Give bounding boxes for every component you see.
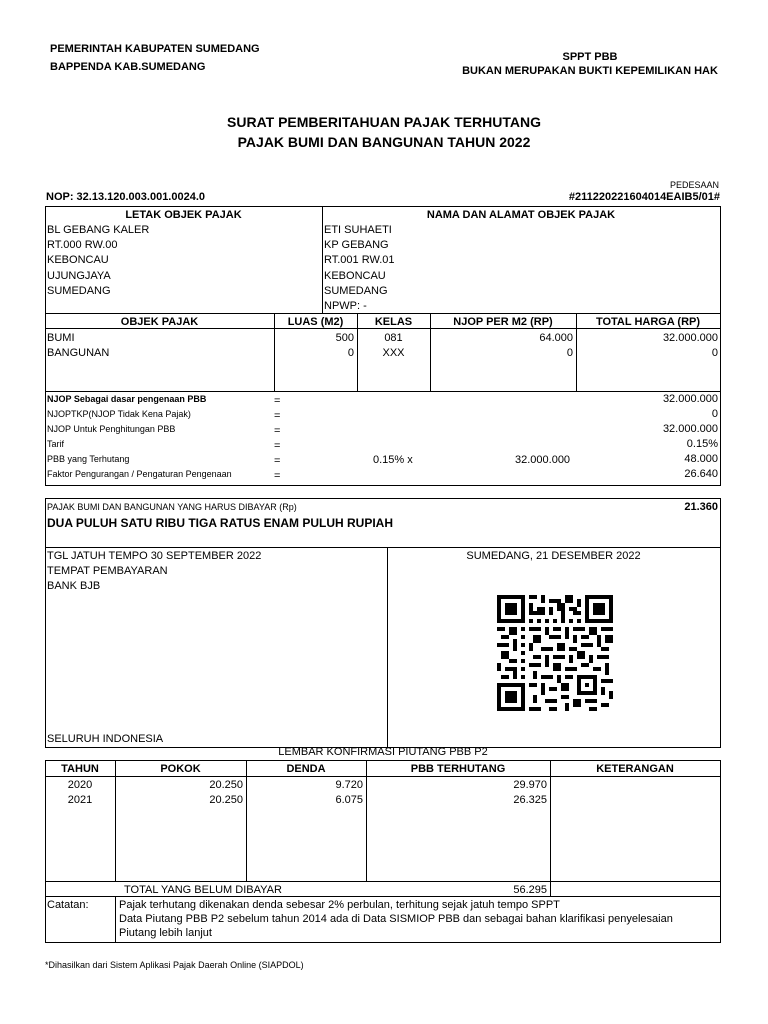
calc-value: 32.000.000: [662, 423, 718, 435]
document-code: #211220221604014EAIB5/01#: [568, 191, 720, 203]
qr-code: [497, 595, 613, 711]
piutang-row-tahun: 2020: [67, 779, 93, 791]
due-date: TGL JATUH TEMPO 30 SEPTEMBER 2022: [47, 550, 262, 562]
letak-line: KEBONCAU: [47, 254, 109, 266]
table-row-bumi-kelas: 081: [384, 332, 403, 344]
footnote: *Dihasilkan dari Sistem Aplikasi Pajak Daerah Online (SIAPDOL): [45, 960, 304, 970]
nop-number: NOP: 32.13.120.003.001.0024.0: [46, 191, 206, 203]
nama-line: SUMEDANG: [324, 285, 388, 297]
col-tahun: TAHUN: [61, 763, 99, 775]
table-row-bumi-label: BUMI: [47, 332, 75, 344]
col-pbb-terhutang: PBB TERHUTANG: [410, 763, 506, 775]
payment-place-label: TEMPAT PEMBAYARAN: [47, 565, 168, 577]
col-denda: DENDA: [286, 763, 326, 775]
col-njop-m2: NJOP PER M2 (RP): [453, 316, 553, 328]
piutang-row-denda: 6.075: [335, 794, 363, 806]
calc-eq: =: [274, 455, 281, 467]
piutang-row-pokok: 20.250: [209, 794, 243, 806]
calc-eq: =: [274, 425, 281, 437]
catatan-line2: Data Piutang PBB P2 sebelum tahun 2014 ada di Data SISMIOP PBB dan sebagai bahan klarifikasi penyelesaian: [119, 913, 673, 925]
nama-line: KEBONCAU: [324, 270, 386, 282]
payment-words: DUA PULUH SATU RIBU TIGA RATUS ENAM PULUH RUPIAH: [47, 516, 393, 530]
table-row-bumi-total: 32.000.000: [662, 332, 718, 344]
catatan-line3: Piutang lebih lanjut: [119, 927, 212, 939]
letak-line: SUMEDANG: [47, 285, 111, 297]
calc-eq: =: [274, 410, 281, 422]
calc-label: PBB yang Terhutang: [47, 454, 130, 464]
pedesaan-label: PEDESAAN: [669, 180, 719, 190]
piutang-row-denda: 9.720: [335, 779, 363, 791]
col-pokok: POKOK: [160, 763, 201, 775]
letak-line: BL GEBANG KALER: [47, 224, 150, 236]
payment-region: SELURUH INDONESIA: [47, 733, 164, 745]
place-date: SUMEDANG, 21 DESEMBER 2022: [466, 550, 641, 562]
pbb-rate: 0.15% x: [373, 454, 413, 466]
table-row-bangunan-total: 0: [711, 347, 718, 359]
piutang-row-tahun: 2021: [67, 794, 93, 806]
title-line2: PAJAK BUMI DAN BANGUNAN TAHUN 2022: [237, 134, 531, 150]
table-row-bangunan-kelas: XXX: [382, 347, 405, 359]
calc-value: 48.000: [684, 453, 718, 465]
payment-label: PAJAK BUMI DAN BANGUNAN YANG HARUS DIBAYAR (Rp): [47, 502, 297, 512]
table-row-bumi-njop: 64.000: [539, 332, 573, 344]
total-label: TOTAL YANG BELUM DIBAYAR: [124, 884, 282, 896]
col-total-harga: TOTAL HARGA (RP): [595, 316, 701, 328]
header-right-line2: BUKAN MERUPAKAN BUKTI KEPEMILIKAN HAK: [462, 65, 718, 77]
catatan-line1: Pajak terhutang dikenakan denda sebesar 2% perbulan, terhitung sejak jatuh tempo SPPT: [119, 899, 560, 911]
total-value: 56.295: [513, 884, 547, 896]
header-right-line1: SPPT PBB: [562, 51, 618, 63]
nama-line: KP GEBANG: [324, 239, 389, 251]
piutang-row-terhutang: 26.325: [513, 794, 547, 806]
calc-eq: =: [274, 470, 281, 482]
pbb-base: 32.000.000: [515, 454, 571, 466]
calc-label: Faktor Pengurangan / Pengaturan Pengenaan: [47, 469, 232, 479]
nama-line: ETI SUHAETI: [324, 224, 392, 236]
letak-line: UJUNGJAYA: [47, 270, 111, 282]
calc-value: 26.640: [684, 468, 718, 480]
calc-label: NJOPTKP(NJOP Tidak Kena Pajak): [47, 409, 191, 419]
nama-line: RT.001 RW.01: [324, 254, 395, 266]
col-kelas: KELAS: [374, 316, 413, 328]
calc-value: 32.000.000: [662, 393, 718, 405]
title-line1: SURAT PEMBERITAHUAN PAJAK TERHUTANG: [227, 114, 541, 130]
calc-value: 0.15%: [686, 438, 718, 450]
col-luas: LUAS (M2): [287, 316, 344, 328]
npwp-line: NPWP: -: [324, 300, 367, 312]
calc-label: NJOP Sebagai dasar pengenaan PBB: [47, 394, 207, 404]
calc-label: NJOP Untuk Penghitungan PBB: [47, 424, 176, 434]
calc-eq: =: [274, 440, 281, 452]
calc-eq: =: [274, 395, 281, 407]
letak-header: LETAK OBJEK PAJAK: [125, 209, 242, 221]
table-row-bangunan-njop: 0: [566, 347, 573, 359]
letak-line: RT.000 RW.00: [47, 239, 118, 251]
header-left-line2: BAPPENDA KAB.SUMEDANG: [50, 61, 206, 73]
piutang-row-terhutang: 29.970: [513, 779, 547, 791]
table-row-bangunan-luas: 0: [347, 347, 354, 359]
piutang-row-pokok: 20.250: [209, 779, 243, 791]
nama-header: NAMA DAN ALAMAT OBJEK PAJAK: [426, 209, 616, 221]
col-objek-pajak: OBJEK PAJAK: [120, 316, 199, 328]
table-row-bangunan-label: BANGUNAN: [47, 347, 110, 359]
header-left-line1: PEMERINTAH KABUPATEN SUMEDANG: [50, 43, 260, 55]
col-keterangan: KETERANGAN: [596, 763, 674, 775]
piutang-title: LEMBAR KONFIRMASI PIUTANG PBB P2: [278, 746, 488, 758]
calc-value: 0: [711, 408, 718, 420]
payment-bank: BANK BJB: [47, 580, 101, 592]
payment-amount: 21.360: [684, 501, 718, 513]
table-row-bumi-luas: 500: [335, 332, 354, 344]
calc-label: Tarif: [47, 439, 65, 449]
catatan-label: Catatan:: [47, 899, 89, 911]
